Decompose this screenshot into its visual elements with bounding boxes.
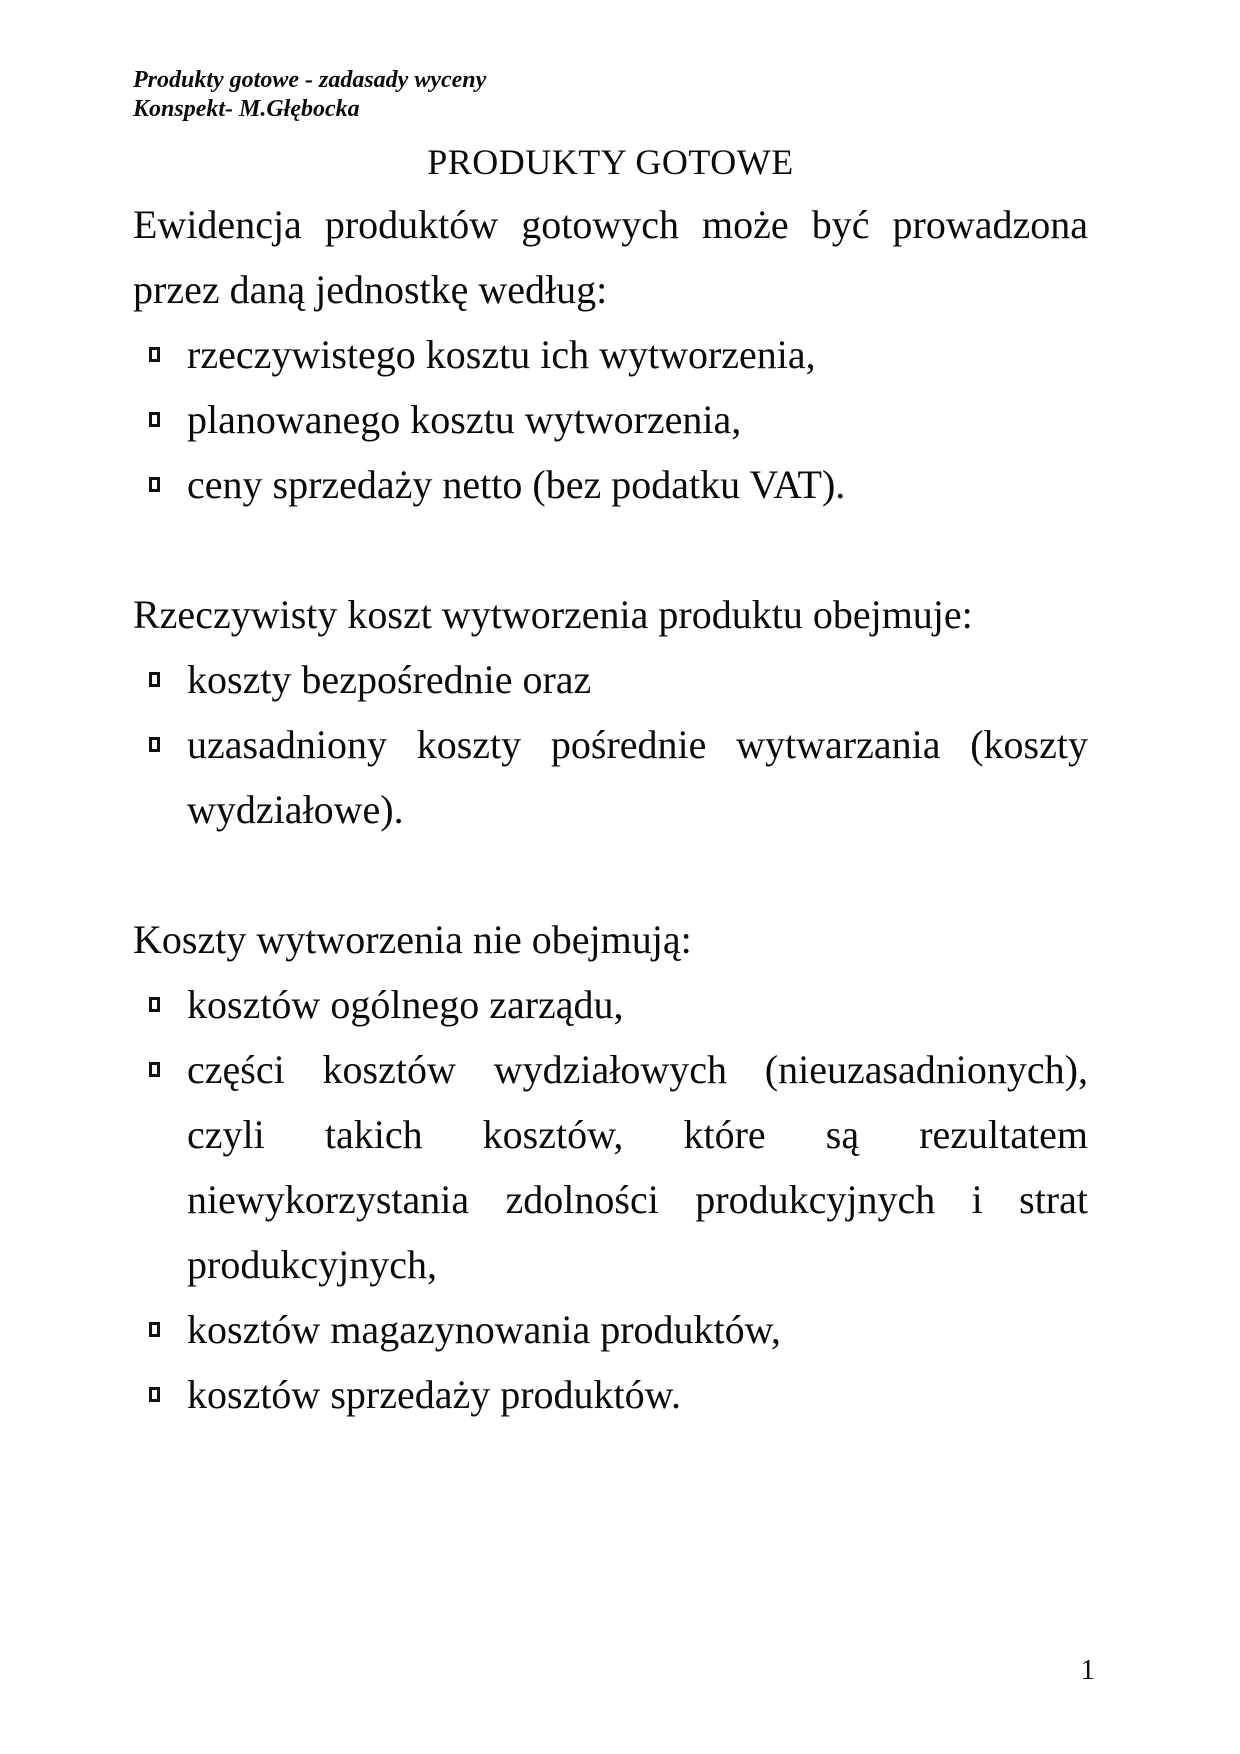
header-line-2: Konspekt- M.Głębocka [133,96,360,122]
list-item [133,1297,1088,1362]
list-item-text: części kosztów wydziałowych (nieuzasadnionych), czyli takich kosztów, które są rezultatem niewykorzystania zdolności produkcyjnych i strat produkcyjnych, [187,1047,1088,1287]
square-bullet-icon [149,477,160,492]
square-bullet-icon [149,1062,160,1077]
section-intro: Ewidencja produktów gotowych może być prowadzona przez daną jednostkę według: [133,202,1088,312]
page-title: PRODUKTY GOTOWE [427,142,794,182]
list-item-text: kosztów ogólnego zarządu, [187,982,624,1027]
list-item [133,647,1088,712]
square-bullet-icon [149,1387,160,1402]
list-item [133,322,1088,387]
bullet-list [133,972,1088,1427]
list-item-text: uzasadniony koszty pośrednie wytwarzania (koszty wydziałowe). [187,722,1088,832]
bullet-list [133,322,1088,517]
section-intro: Koszty wytworzenia nie obejmują: [133,917,692,962]
section-ewidencja [133,192,1088,517]
section-intro: Rzeczywisty koszt wytworzenia produktu obejmuje: [133,592,973,637]
list-item [133,972,1088,1037]
list-item-text: planowanego kosztu wytworzenia, [187,397,742,442]
page-number: 1 [1080,1654,1095,1686]
section-rzeczywisty-koszt [133,582,1088,842]
list-item [133,1037,1088,1297]
section-koszty-nie-obejmuja [133,907,1088,1427]
document-body [133,192,1088,1427]
list-item [133,387,1088,452]
list-item [133,1362,1088,1427]
list-item-text: koszty bezpośrednie oraz [187,657,592,702]
list-item [133,452,1088,517]
square-bullet-icon [149,737,160,752]
header-line-1: Produkty gotowe - zadasady wyceny [133,67,487,93]
document-header [133,66,1088,124]
square-bullet-icon [149,1322,160,1337]
list-item-text: ceny sprzedaży netto (bez podatku VAT). [187,462,846,507]
list-item-text: kosztów sprzedaży produktów. [187,1372,681,1417]
list-item-text: kosztów magazynowania produktów, [187,1307,781,1352]
square-bullet-icon [149,412,160,427]
list-item-text: rzeczywistego kosztu ich wytworzenia, [187,332,816,377]
list-item [133,712,1088,842]
bullet-list [133,647,1088,842]
square-bullet-icon [149,997,160,1012]
square-bullet-icon [149,672,160,687]
square-bullet-icon [149,347,160,362]
